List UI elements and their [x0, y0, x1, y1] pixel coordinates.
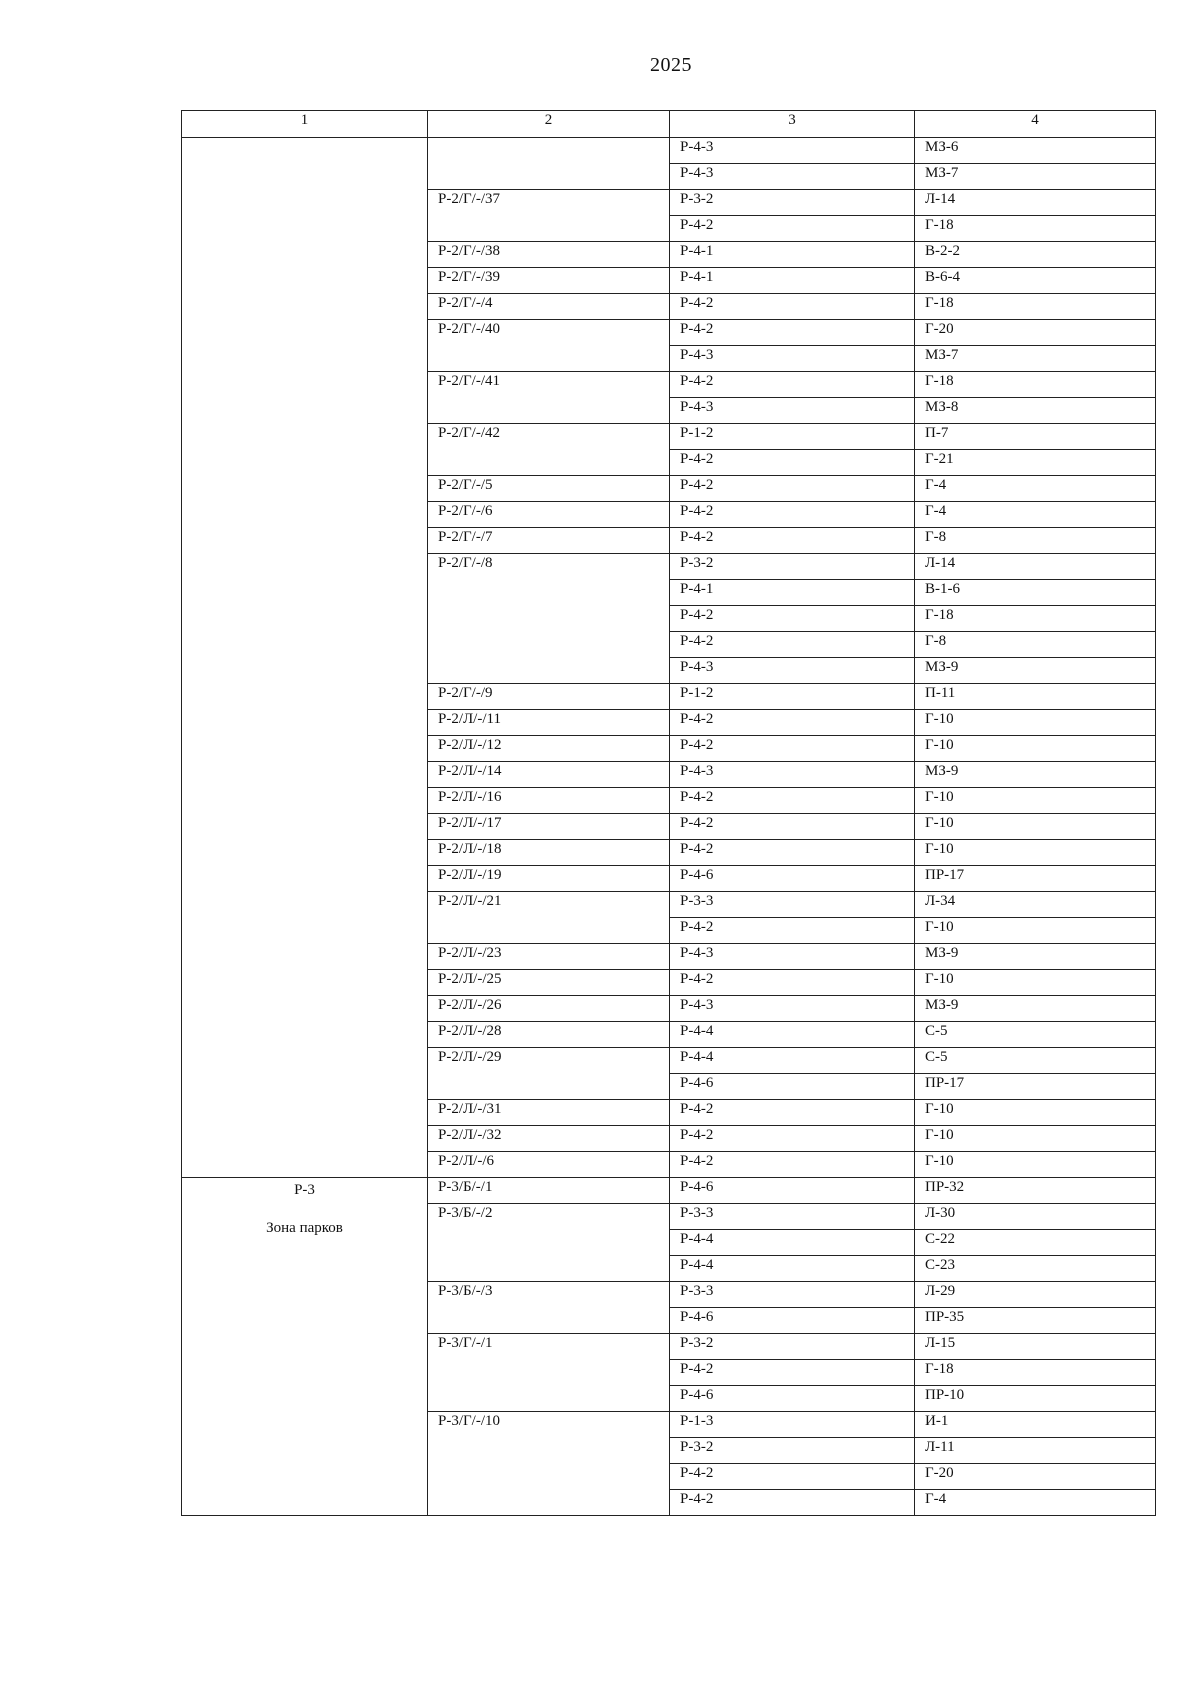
parcel-cell: Р-2/Л/-/12: [428, 736, 670, 762]
code-cell: Р-1-2: [670, 424, 915, 450]
parcel-cell: Р-3/Б/-/3: [428, 1282, 670, 1334]
header-col-4: 4: [915, 111, 1156, 138]
reference-cell: Л-30: [915, 1204, 1156, 1230]
code-cell: Р-4-2: [670, 970, 915, 996]
reference-cell: МЗ-9: [915, 658, 1156, 684]
code-cell: Р-4-2: [670, 1490, 915, 1516]
header-col-1: 1: [182, 111, 428, 138]
code-cell: Р-4-2: [670, 216, 915, 242]
parcel-cell: Р-2/Г/-/41: [428, 372, 670, 424]
reference-cell: Л-14: [915, 554, 1156, 580]
reference-cell: Г-10: [915, 788, 1156, 814]
table-row: [182, 1178, 1156, 1204]
parcel-cell: Р-2/Л/-/6: [428, 1152, 670, 1178]
code-cell: Р-4-2: [670, 788, 915, 814]
code-cell: Р-4-2: [670, 502, 915, 528]
code-cell: Р-4-3: [670, 398, 915, 424]
parcel-cell: Р-2/Л/-/32: [428, 1126, 670, 1152]
code-cell: Р-4-2: [670, 1464, 915, 1490]
code-cell: Р-1-2: [670, 684, 915, 710]
reference-cell: Г-18: [915, 294, 1156, 320]
code-cell: Р-4-2: [670, 1360, 915, 1386]
code-cell: Р-3-3: [670, 1282, 915, 1308]
parcel-cell: [428, 138, 670, 190]
reference-cell: Л-14: [915, 190, 1156, 216]
code-cell: Р-3-2: [670, 1438, 915, 1464]
parcel-cell: Р-2/Л/-/16: [428, 788, 670, 814]
reference-cell: МЗ-9: [915, 944, 1156, 970]
zoning-table-container: [181, 110, 1156, 1516]
parcel-cell: Р-2/Г/-/6: [428, 502, 670, 528]
parcel-cell: Р-2/Г/-/5: [428, 476, 670, 502]
parcel-cell: Р-3/Г/-/1: [428, 1334, 670, 1412]
code-cell: Р-4-2: [670, 1126, 915, 1152]
reference-cell: В-1-6: [915, 580, 1156, 606]
code-cell: Р-4-3: [670, 658, 915, 684]
parcel-cell: Р-2/Г/-/4: [428, 294, 670, 320]
code-cell: Р-4-2: [670, 476, 915, 502]
parcel-cell: Р-2/Л/-/28: [428, 1022, 670, 1048]
code-cell: Р-4-6: [670, 1308, 915, 1334]
reference-cell: П-7: [915, 424, 1156, 450]
code-cell: Р-4-2: [670, 632, 915, 658]
parcel-cell: Р-2/Г/-/8: [428, 554, 670, 684]
code-cell: Р-3-2: [670, 190, 915, 216]
reference-cell: ПР-35: [915, 1308, 1156, 1334]
reference-cell: Г-4: [915, 476, 1156, 502]
reference-cell: И-1: [915, 1412, 1156, 1438]
parcel-cell: Р-2/Л/-/21: [428, 892, 670, 944]
code-cell: Р-4-3: [670, 944, 915, 970]
parcel-cell: Р-3/Г/-/10: [428, 1412, 670, 1516]
code-cell: Р-4-3: [670, 346, 915, 372]
page-number: 2025: [650, 54, 692, 76]
parcel-cell: Р-2/Л/-/11: [428, 710, 670, 736]
parcel-cell: Р-2/Л/-/23: [428, 944, 670, 970]
reference-cell: ПР-17: [915, 1074, 1156, 1100]
reference-cell: В-2-2: [915, 242, 1156, 268]
parcel-cell: Р-2/Л/-/14: [428, 762, 670, 788]
parcel-cell: Р-2/Л/-/17: [428, 814, 670, 840]
reference-cell: Г-21: [915, 450, 1156, 476]
reference-cell: С-22: [915, 1230, 1156, 1256]
reference-cell: С-5: [915, 1048, 1156, 1074]
reference-cell: ПР-10: [915, 1386, 1156, 1412]
code-cell: Р-4-3: [670, 138, 915, 164]
reference-cell: Г-20: [915, 320, 1156, 346]
reference-cell: Г-10: [915, 840, 1156, 866]
reference-cell: МЗ-7: [915, 164, 1156, 190]
code-cell: Р-1-3: [670, 1412, 915, 1438]
code-cell: Р-4-2: [670, 606, 915, 632]
reference-cell: Г-4: [915, 1490, 1156, 1516]
parcel-cell: Р-2/Л/-/26: [428, 996, 670, 1022]
code-cell: Р-4-2: [670, 320, 915, 346]
zone-cell: [182, 138, 428, 1178]
code-cell: Р-4-3: [670, 996, 915, 1022]
reference-cell: МЗ-9: [915, 996, 1156, 1022]
reference-cell: С-23: [915, 1256, 1156, 1282]
code-cell: Р-4-4: [670, 1230, 915, 1256]
code-cell: Р-3-3: [670, 892, 915, 918]
parcel-cell: Р-2/Г/-/9: [428, 684, 670, 710]
parcel-cell: Р-2/Г/-/40: [428, 320, 670, 372]
zone-cell: [182, 1178, 428, 1516]
code-cell: Р-3-2: [670, 554, 915, 580]
header-col-2: 2: [428, 111, 670, 138]
code-cell: Р-4-6: [670, 866, 915, 892]
parcel-cell: Р-2/Г/-/38: [428, 242, 670, 268]
reference-cell: В-6-4: [915, 268, 1156, 294]
parcel-cell: Р-2/Л/-/25: [428, 970, 670, 996]
code-cell: Р-3-2: [670, 1334, 915, 1360]
reference-cell: Г-10: [915, 970, 1156, 996]
code-cell: Р-4-4: [670, 1022, 915, 1048]
header-row: [182, 111, 1156, 138]
reference-cell: ПР-17: [915, 866, 1156, 892]
code-cell: Р-4-1: [670, 242, 915, 268]
reference-cell: Г-10: [915, 1100, 1156, 1126]
reference-cell: Г-10: [915, 710, 1156, 736]
reference-cell: С-5: [915, 1022, 1156, 1048]
reference-cell: Л-11: [915, 1438, 1156, 1464]
reference-cell: Г-10: [915, 1152, 1156, 1178]
reference-cell: Г-8: [915, 632, 1156, 658]
code-cell: Р-4-2: [670, 528, 915, 554]
reference-cell: Л-29: [915, 1282, 1156, 1308]
parcel-cell: Р-2/Г/-/39: [428, 268, 670, 294]
parcel-cell: Р-2/Л/-/19: [428, 866, 670, 892]
code-cell: Р-4-1: [670, 580, 915, 606]
header-col-3: 3: [670, 111, 915, 138]
parcel-cell: Р-2/Г/-/42: [428, 424, 670, 476]
code-cell: Р-4-2: [670, 294, 915, 320]
code-cell: Р-4-2: [670, 450, 915, 476]
reference-cell: Г-10: [915, 918, 1156, 944]
reference-cell: Л-15: [915, 1334, 1156, 1360]
reference-cell: Л-34: [915, 892, 1156, 918]
code-cell: Р-4-1: [670, 268, 915, 294]
reference-cell: П-11: [915, 684, 1156, 710]
reference-cell: Г-10: [915, 1126, 1156, 1152]
reference-cell: Г-18: [915, 606, 1156, 632]
code-cell: Р-4-2: [670, 1152, 915, 1178]
code-cell: Р-3-3: [670, 1204, 915, 1230]
parcel-cell: Р-2/Л/-/18: [428, 840, 670, 866]
code-cell: Р-4-4: [670, 1048, 915, 1074]
code-cell: Р-4-2: [670, 840, 915, 866]
reference-cell: МЗ-8: [915, 398, 1156, 424]
code-cell: Р-4-2: [670, 710, 915, 736]
code-cell: Р-4-2: [670, 736, 915, 762]
parcel-cell: Р-3/Б/-/2: [428, 1204, 670, 1282]
reference-cell: МЗ-7: [915, 346, 1156, 372]
code-cell: Р-4-6: [670, 1178, 915, 1204]
parcel-cell: Р-2/Г/-/7: [428, 528, 670, 554]
reference-cell: Г-10: [915, 736, 1156, 762]
code-cell: Р-4-2: [670, 918, 915, 944]
table-body: [182, 138, 1156, 1516]
code-cell: Р-4-3: [670, 164, 915, 190]
reference-cell: Г-20: [915, 1464, 1156, 1490]
zone-code: Р-3: [294, 1182, 315, 1198]
reference-cell: Г-18: [915, 1360, 1156, 1386]
reference-cell: ПР-32: [915, 1178, 1156, 1204]
reference-cell: Г-4: [915, 502, 1156, 528]
table-row: [182, 138, 1156, 164]
zone-name: Зона парков: [266, 1220, 343, 1236]
parcel-cell: Р-2/Г/-/37: [428, 190, 670, 242]
code-cell: Р-4-2: [670, 372, 915, 398]
code-cell: Р-4-6: [670, 1386, 915, 1412]
reference-cell: МЗ-6: [915, 138, 1156, 164]
zoning-table: [181, 110, 1156, 1516]
reference-cell: МЗ-9: [915, 762, 1156, 788]
code-cell: Р-4-6: [670, 1074, 915, 1100]
code-cell: Р-4-2: [670, 814, 915, 840]
reference-cell: Г-10: [915, 814, 1156, 840]
code-cell: Р-4-3: [670, 762, 915, 788]
code-cell: Р-4-2: [670, 1100, 915, 1126]
parcel-cell: Р-2/Л/-/29: [428, 1048, 670, 1100]
parcel-cell: Р-2/Л/-/31: [428, 1100, 670, 1126]
reference-cell: Г-8: [915, 528, 1156, 554]
reference-cell: Г-18: [915, 216, 1156, 242]
reference-cell: Г-18: [915, 372, 1156, 398]
code-cell: Р-4-4: [670, 1256, 915, 1282]
parcel-cell: Р-3/Б/-/1: [428, 1178, 670, 1204]
